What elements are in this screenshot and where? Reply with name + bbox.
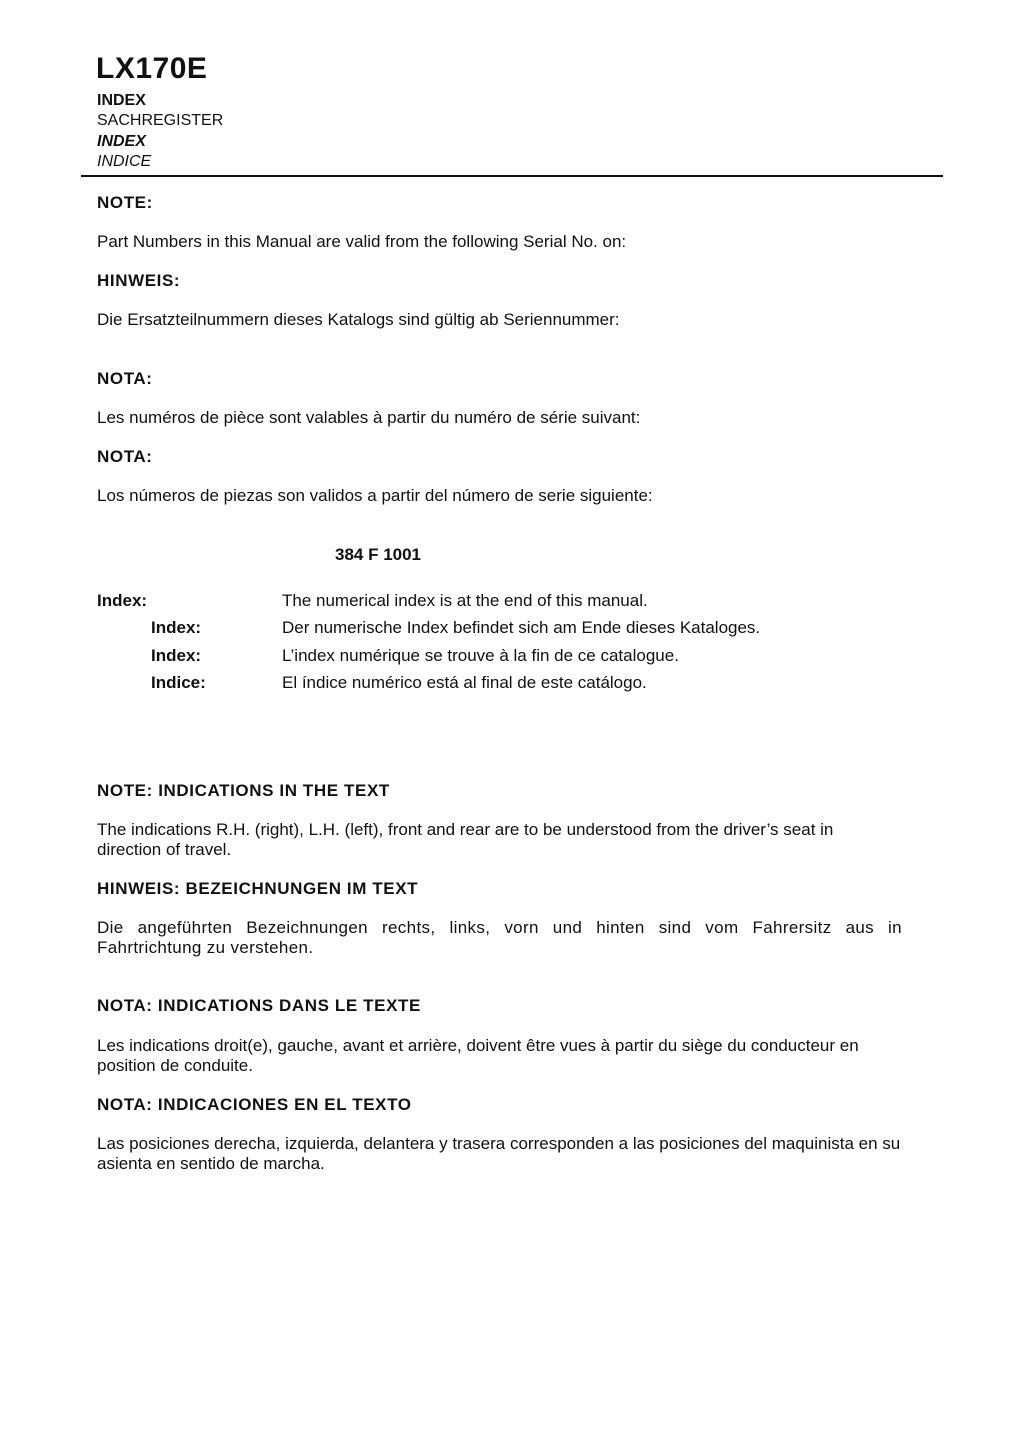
index-text-es: El índice numérico está al final de este catálogo.: [282, 673, 647, 692]
title-index-en: INDEX: [97, 92, 146, 109]
note-text-fr: Les numéros de pièce sont valables à partir du numéro de série suivant:: [97, 408, 641, 427]
note-label-de: HINWEIS:: [97, 271, 181, 290]
note-label-en: NOTE:: [97, 193, 153, 212]
note-text-en: Part Numbers in this Manual are valid from the following Serial No. on:: [97, 232, 627, 251]
serial-number: 384 F 1001: [335, 545, 422, 564]
indications-text-en: The indications R.H. (right), L.H. (left), front and rear are to be understood from the driver’s seat in direction of travel.: [97, 820, 834, 859]
indications-text-de: Die angeführten Bezeichnungen rechts, links, vorn und hinten sind vom Fahrersitz aus in Fahrtrichtung zu verstehen.: [97, 918, 902, 957]
index-label-es: Indice:: [151, 673, 206, 692]
header-divider: [81, 175, 943, 177]
title-index-fr: INDEX: [97, 133, 146, 150]
model-title: LX170E: [96, 52, 208, 85]
indications-heading-de: HINWEIS: BEZEICHNUNGEN IM TEXT: [97, 879, 419, 898]
indications-text-es: Las posiciones derecha, izquierda, delantera y trasera corresponden a las posiciones del maquinista en su asienta en sentido de marcha.: [97, 1134, 901, 1173]
index-label-en: Index:: [97, 591, 148, 610]
index-label-de: Index:: [151, 618, 202, 637]
note-label-es: NOTA:: [97, 447, 153, 466]
title-index-de: SACHREGISTER: [97, 112, 224, 129]
index-text-de: Der numerische Index befindet sich am Ende dieses Kataloges.: [282, 618, 761, 637]
indications-text-fr: Les indications droit(e), gauche, avant et arrière, doivent être vues à partir du siège du conducteur en position de conduite.: [97, 1036, 859, 1075]
note-text-es: Los números de piezas son validos a partir del número de serie siguiente:: [97, 486, 653, 505]
index-text-en: The numerical index is at the end of this manual.: [282, 591, 648, 610]
index-label-fr: Index:: [151, 646, 202, 665]
indications-heading-fr: NOTA: INDICATIONS DANS LE TEXTE: [97, 996, 421, 1015]
note-text-de: Die Ersatzteilnummern dieses Katalogs sind gültig ab Seriennummer:: [97, 310, 620, 329]
index-text-fr: L’index numérique se trouve à la fin de ce catalogue.: [282, 646, 679, 665]
indications-heading-es: NOTA: INDICACIONES EN EL TEXTO: [97, 1095, 412, 1114]
title-index-es: INDICE: [97, 153, 152, 170]
indications-heading-en: NOTE: INDICATIONS IN THE TEXT: [97, 781, 390, 800]
note-label-fr: NOTA:: [97, 369, 153, 388]
